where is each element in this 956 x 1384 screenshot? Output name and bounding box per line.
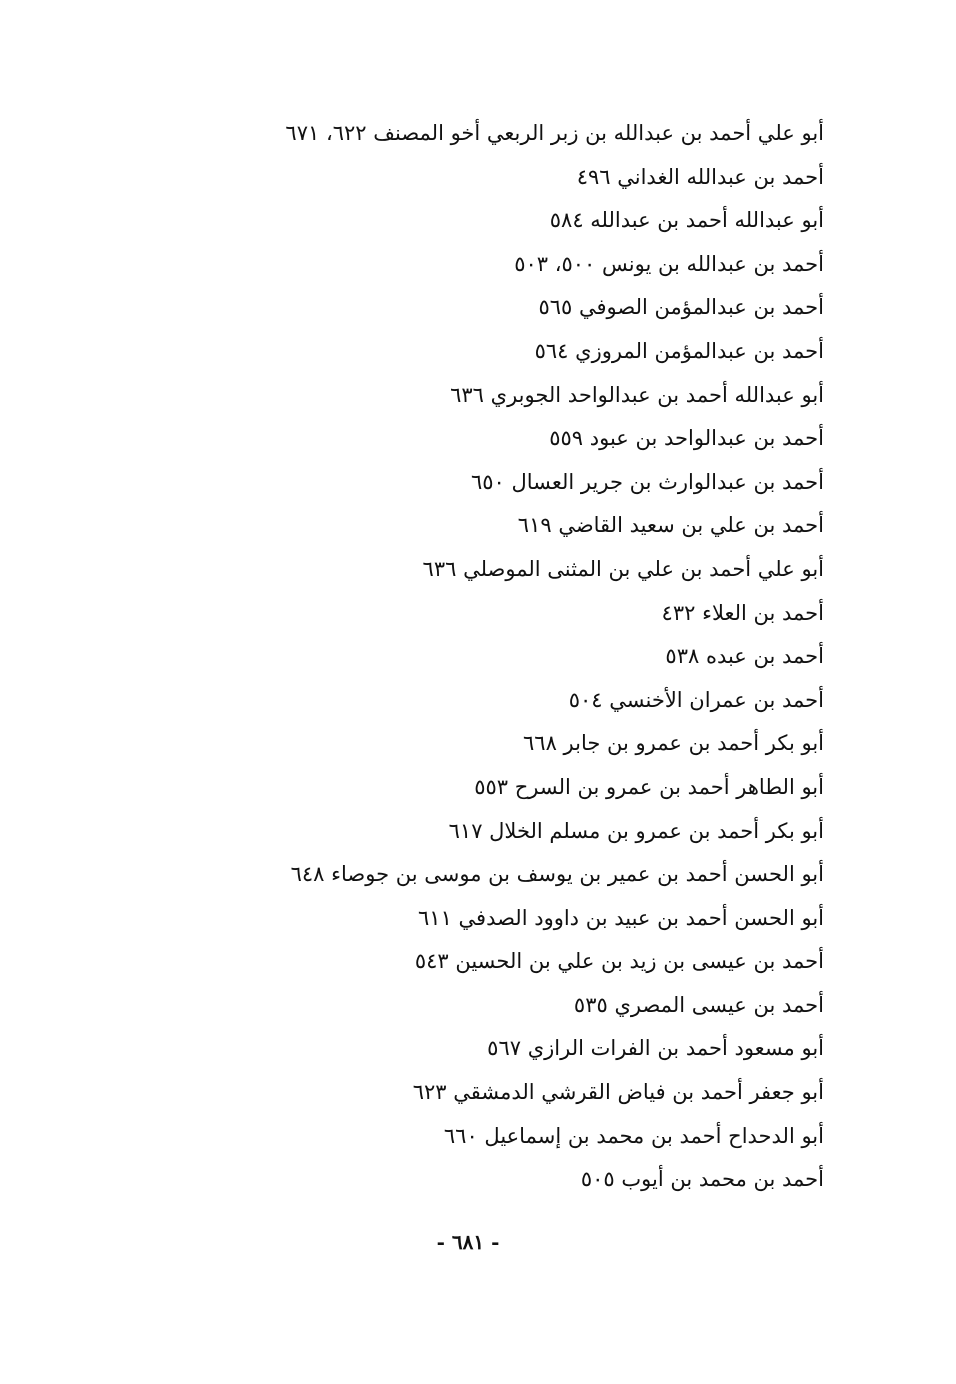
index-entry: أبو جعفر أحمد بن فياض القرشي الدمشقي ٦٢٣ [412, 1080, 824, 1105]
index-entry: أحمد بن عبده ٥٣٨ [665, 644, 824, 669]
index-entry: أحمد بن عبدالوارث بن جرير العسال ٦٥٠ [470, 469, 824, 494]
index-entry: أحمد بن عيسى بن زيد بن علي بن الحسين ٥٤٣ [414, 949, 824, 974]
index-entry: أبو علي أحمد بن عبدالله بن زبر الربعي أخو المصنف ٦٢٢، ٦٧١ [285, 121, 824, 145]
index-entry: أبو الدحداح أحمد بن محمد بن إسماعيل ٦٦٠ [443, 1123, 824, 1148]
index-entry: أحمد بن عبدالله بن يونس ٥٠٠، ٥٠٣ [514, 251, 824, 276]
index-entry: أحمد بن عمران الأخنسي ٥٠٤ [568, 687, 824, 712]
index-entry: أبو الطاهر أحمد بن عمرو بن السرح ٥٥٣ [474, 774, 824, 799]
index-entry: أبو عبدالله أحمد بن عبدالله ٥٨٤ [549, 208, 824, 233]
index-entry-list [204, 112, 824, 1202]
index-entry: أبو الحسن أحمد بن عمير بن يوسف بن موسى بن جوصاء ٦٤٨ [290, 862, 824, 887]
index-entry: أحمد بن عبدالواحد بن عبود ٥٥٩ [549, 426, 824, 451]
index-entry: أحمد بن عبدالمؤمن الصوفي ٥٦٥ [538, 295, 824, 320]
index-entry: أبو الحسن أحمد بن عبيد بن داوود الصدفي ٦١١ [418, 905, 824, 930]
index-entry: أبو علي أحمد بن علي بن المثنى الموصلي ٦٣٦ [422, 556, 824, 581]
index-entry: أبو بكر أحمد بن عمرو بن جابر ٦٦٨ [523, 731, 824, 756]
index-entry: أحمد بن علي بن سعيد القاضي ٦١٩ [517, 513, 824, 538]
index-entry: أحمد بن محمد بن أيوب ٥٠٥ [580, 1167, 824, 1192]
index-entry: أحمد بن عيسى المصري ٥٣٥ [573, 992, 824, 1017]
page-number: - ٦٨١ - [436, 1230, 500, 1254]
index-entry: أبو مسعود أحمد بن الفرات الرازي ٥٦٧ [487, 1036, 824, 1061]
index-entry: أحمد بن عبدالمؤمن المروزي ٥٦٤ [534, 338, 824, 363]
index-entry: أحمد بن العلاء ٤٣٢ [661, 600, 824, 625]
index-entry: أبو عبدالله أحمد بن عبدالواحد الجوبري ٦٣٦ [450, 382, 824, 407]
index-entry: أبو بكر أحمد بن عمرو بن مسلم الخلال ٦١٧ [448, 818, 824, 843]
index-entry: أحمد بن عبدالله الغداني ٤٩٦ [576, 164, 824, 189]
